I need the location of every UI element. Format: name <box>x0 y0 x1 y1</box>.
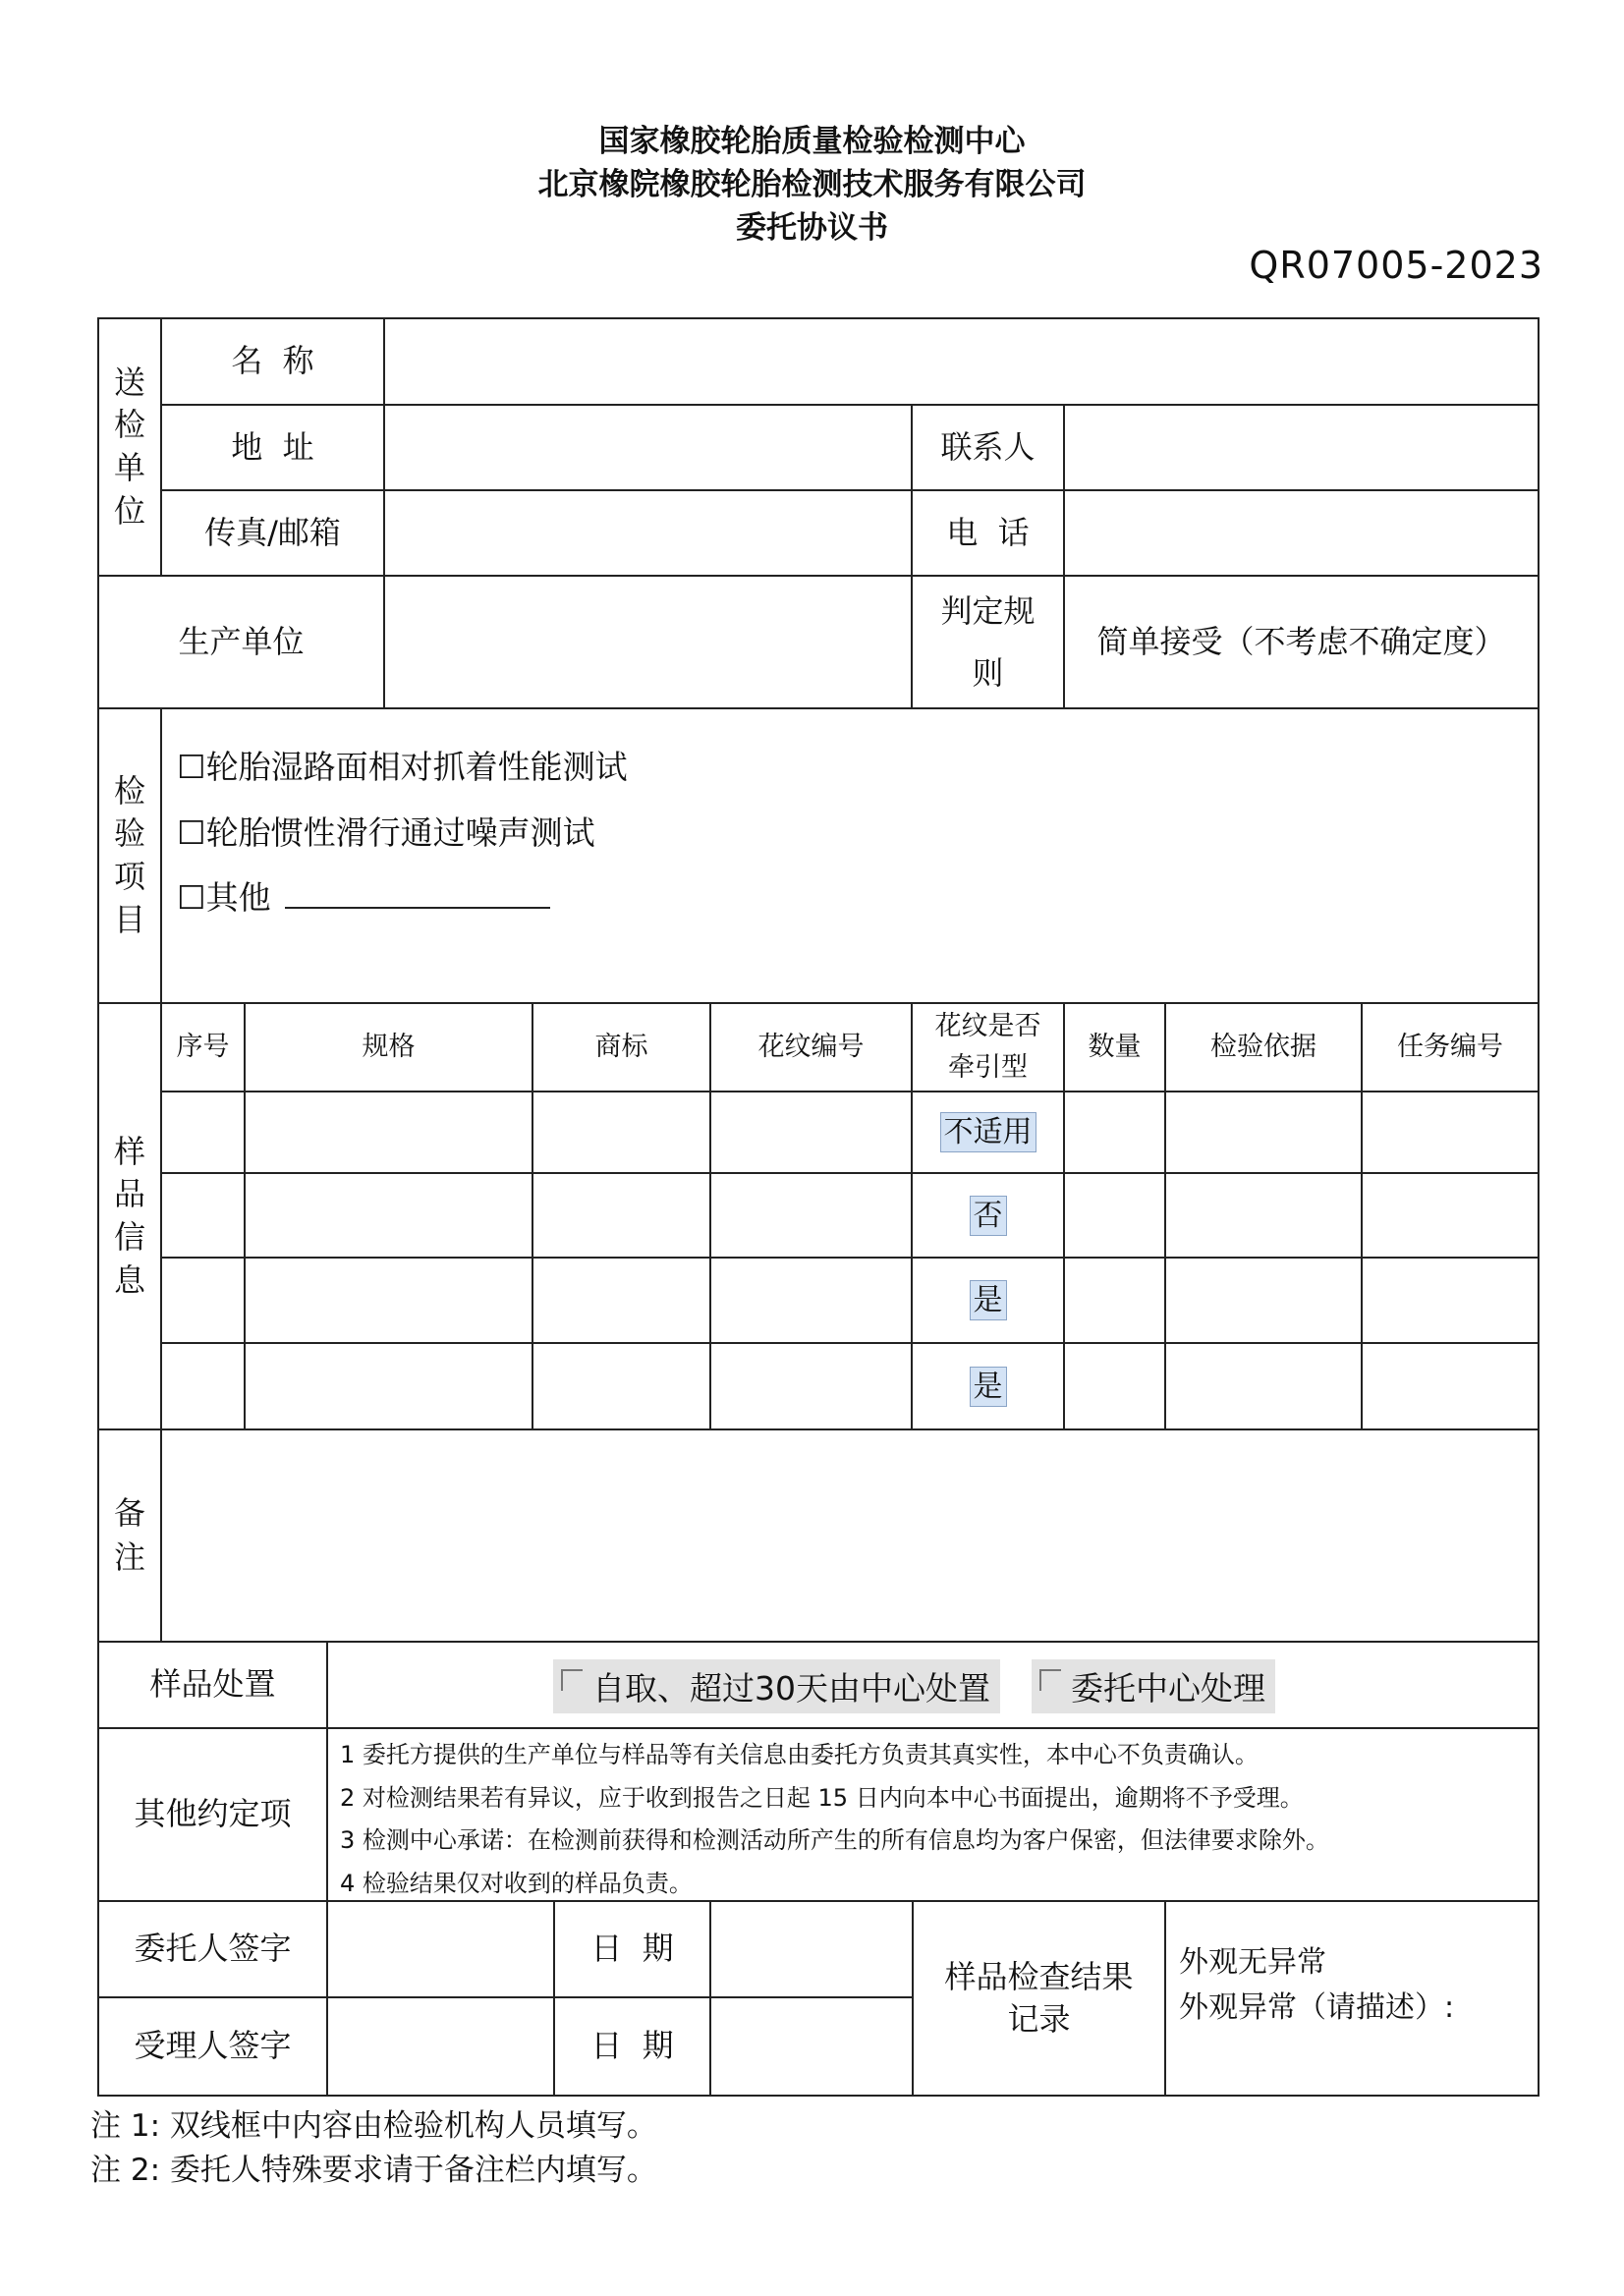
receiver-signature-field[interactable] <box>328 1998 553 2095</box>
client-date-field[interactable] <box>711 1902 912 1996</box>
sample-check-result-label <box>914 1902 1164 2095</box>
col-task-no-header: 任务编号 <box>1397 1032 1503 1063</box>
sample-group-char: 品 <box>113 1175 145 1213</box>
col-traction-header <box>913 1004 1063 1091</box>
sample-disposal-label: 样品处置 <box>149 1665 276 1704</box>
col-brand-header: 商标 <box>594 1032 648 1063</box>
col-traction-header-line: 牵引型 <box>948 1052 1028 1083</box>
sender-group-char: 送 <box>113 363 145 401</box>
address-label: 地 址 <box>231 427 314 466</box>
traction-select[interactable]: 是 <box>970 1367 1007 1407</box>
decision-rule-label-line: 判定规 <box>940 592 1036 631</box>
inspection-group-char: 目 <box>113 900 145 938</box>
sender-group-char: 单 <box>113 449 145 486</box>
agreement-item: 1 委托方提供的生产单位与样品等有关信息由委托方负责其真实性，本中心不负责确认。 <box>340 1741 1259 1768</box>
checkbox-icon <box>561 1669 583 1691</box>
agreement-item: 3 检测中心承诺：在检测前获得和检测活动所产生的所有信息均为客户保密，但法律要求除外。 <box>340 1826 1329 1854</box>
agreement-item: 4 检验结果仅对收到的样品负责。 <box>340 1870 693 1897</box>
center-disposal-label: 委托中心处理 <box>1071 1669 1265 1708</box>
sample-group-char: 息 <box>113 1260 145 1299</box>
self-pickup-label: 自取、超过30天由中心处置 <box>592 1669 990 1708</box>
production-unit-field[interactable] <box>385 577 911 707</box>
name-field[interactable] <box>385 319 1538 404</box>
document-title: 委托协议书 <box>736 210 888 246</box>
appearance-normal-option[interactable]: 外观无异常 <box>1179 1945 1326 1980</box>
other-agreements-label: 其他约定项 <box>134 1795 292 1833</box>
contact-field[interactable] <box>1065 406 1538 489</box>
col-spec-header: 规格 <box>362 1032 416 1063</box>
inspection-group-char: 检 <box>113 771 145 810</box>
inspection-group-char: 项 <box>113 858 145 895</box>
other-test-checkbox[interactable] <box>177 872 550 919</box>
table-row <box>913 1174 1063 1257</box>
client-date-label: 日 期 <box>590 1930 674 1968</box>
col-index-header: 序号 <box>176 1032 230 1063</box>
col-traction-header-line: 花纹是否 <box>934 1011 1041 1042</box>
other-test-blank[interactable] <box>285 879 550 909</box>
col-basis-header: 检验依据 <box>1210 1032 1316 1063</box>
remarks-field[interactable] <box>162 1430 1538 1641</box>
remarks-group-char: 注 <box>113 1539 145 1576</box>
contact-label: 联系人 <box>940 427 1036 466</box>
document-code: QR07005-2023 <box>1249 244 1543 287</box>
appearance-abnormal-option[interactable]: 外观异常（请描述）: <box>1179 1990 1455 2025</box>
agreement-item: 2 对检测结果若有异议，应于收到报告之日起 15 日内向本中心书面提出，逾期将不予受理。 <box>340 1784 1304 1812</box>
fax-email-field[interactable] <box>385 491 911 575</box>
address-field[interactable] <box>385 406 911 489</box>
decision-rule-label-line: 则 <box>972 653 1004 692</box>
inspection-group-char: 验 <box>113 814 145 853</box>
production-unit-label: 生产单位 <box>178 622 305 660</box>
wet-grip-test-checkbox[interactable]: ☐轮胎湿路面相对抓着性能测试 <box>177 748 628 786</box>
traction-select[interactable]: 是 <box>970 1280 1007 1320</box>
sample-group-char: 样 <box>113 1132 145 1170</box>
decision-rule-value: 简单接受（不考虑不确定度） <box>1096 622 1506 660</box>
sender-group-char: 位 <box>113 491 145 530</box>
center-name: 国家橡胶轮胎质量检验检测中心 <box>598 124 1026 159</box>
fax-email-label: 传真/邮箱 <box>204 513 341 551</box>
receiver-date-field[interactable] <box>711 1998 912 2095</box>
sender-group-label <box>99 319 160 575</box>
sender-group-char: 检 <box>113 406 145 444</box>
table-row <box>913 1344 1063 1428</box>
traction-select[interactable]: 否 <box>970 1196 1007 1236</box>
sample-check-result-label-line: 样品检查结果 <box>944 1957 1134 1995</box>
checkbox-icon <box>1039 1669 1061 1691</box>
decision-rule-label <box>913 577 1063 707</box>
col-qty-header: 数量 <box>1088 1032 1142 1063</box>
sample-check-result-label-line: 记录 <box>1007 2000 1071 2038</box>
coast-by-noise-test-checkbox[interactable]: ☐轮胎惯性滑行通过噪声测试 <box>177 813 595 852</box>
phone-field[interactable] <box>1065 491 1538 575</box>
name-label: 名 称 <box>231 342 314 380</box>
remarks-group-label <box>99 1430 160 1641</box>
client-signature-field[interactable] <box>328 1902 553 1996</box>
company-name: 北京橡院橡胶轮胎检测技术服务有限公司 <box>537 167 1087 202</box>
center-disposal-checkbox[interactable] <box>1032 1659 1275 1713</box>
table-row <box>913 1092 1063 1172</box>
col-pattern-no-header: 花纹编号 <box>757 1032 865 1063</box>
receiver-date-label: 日 期 <box>590 2027 674 2065</box>
sample-group-label <box>99 1004 160 1428</box>
footnote: 注 1: 双线框中内容由检验机构人员填写。 <box>90 2108 657 2144</box>
self-pickup-checkbox[interactable] <box>553 1659 1000 1713</box>
client-signature-label: 委托人签字 <box>134 1930 292 1968</box>
sample-group-char: 信 <box>113 1218 145 1256</box>
receiver-signature-label: 受理人签字 <box>134 2027 292 2065</box>
phone-label: 电 话 <box>946 513 1030 551</box>
inspection-group-label <box>99 709 160 1002</box>
remarks-group-char: 备 <box>113 1494 145 1533</box>
footnote: 注 2: 委托人特殊要求请于备注栏内填写。 <box>90 2153 657 2188</box>
other-test-label: ☐其他 <box>177 878 271 917</box>
traction-select[interactable]: 不适用 <box>940 1112 1036 1152</box>
table-row <box>913 1259 1063 1342</box>
